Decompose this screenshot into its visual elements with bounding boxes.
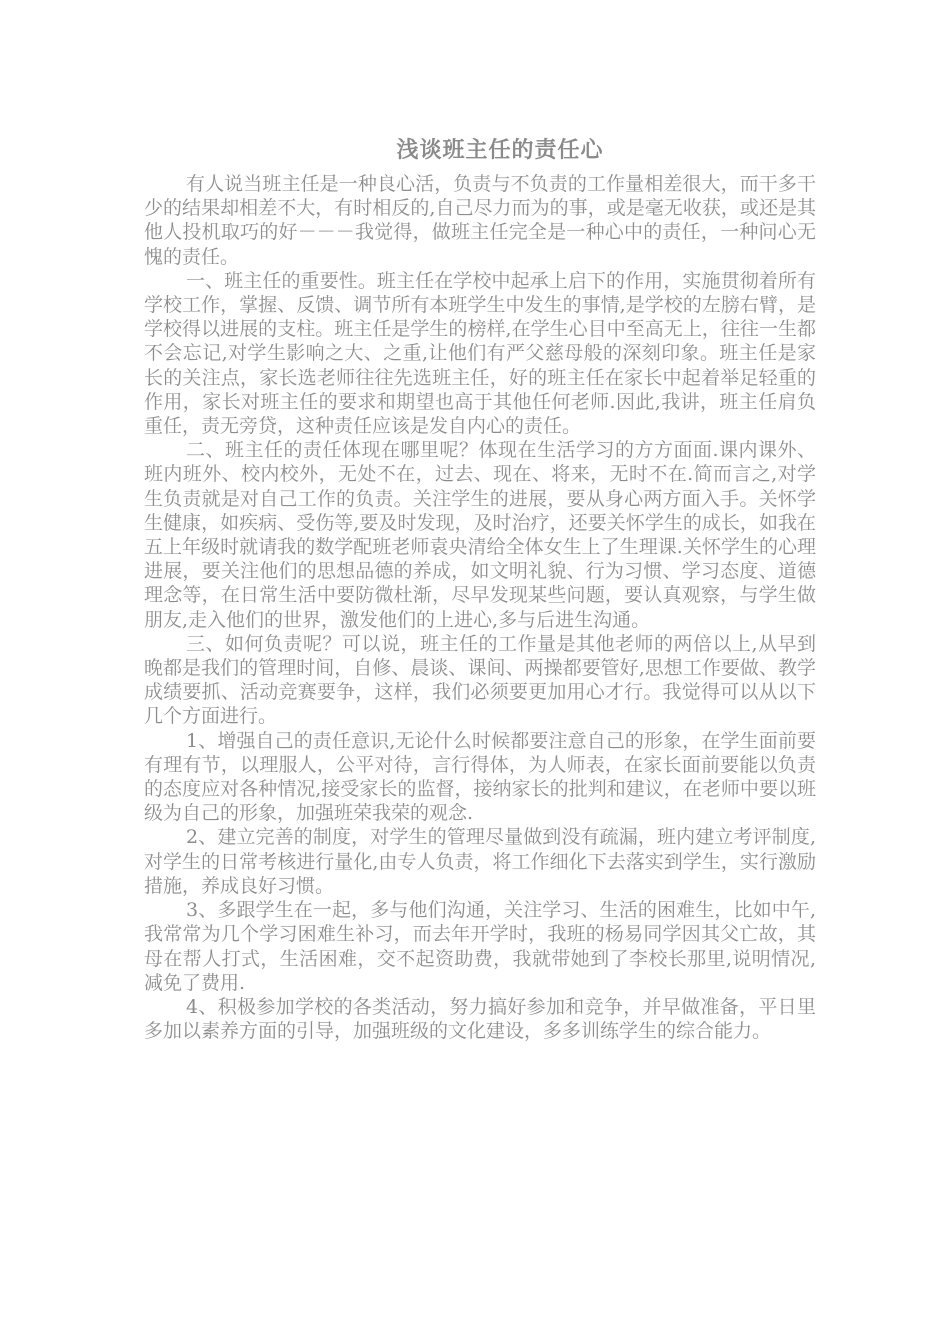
paragraph-responsibility: 二、班主任的责任体现在哪里呢？体现在生活学习的方方面面.课内课外、班内班外、校内校外，无处不在，过去、现在、将来，无时不在.简而言之,对学生负责就是对自己工作的负责。关注学生的进展，要从身心两方面入手。关怀学生健康，如疾病、受伤等,要及时发现，及时治疗，还要关怀学生的成长，如我在五上年级时就请我的数学配班老师袁央清给全体女生上了生理课.关怀学生的心理进展，要关注他们的思想品德的养成，如文明礼貌、行为习惯、学习态度、道德理念等，在日常生活中要防微杜渐，尽早发现某些问题，要认真观察，与学生做朋友,走入他们的世界，激发他们的上进心,多与后进生沟通。: [144, 439, 816, 631]
paragraph-how: 三、如何负责呢？可以说，班主任的工作量是其他老师的两倍以上,从早到晚都是我们的管理时间，自修、晨谈、课间、两操都要管好,思想工作要做、教学成绩要抓、活动竞赛要争，这样，我们必须要更加用心才行。我觉得可以从以下几个方面进行。: [144, 632, 816, 728]
paragraph-point-4: 4、积极参加学校的各类活动，努力搞好参加和竞争，并早做准备，平日里多加以素养方面的引导，加强班级的文化建设，多多训练学生的综合能力。: [144, 995, 816, 1043]
paragraph-intro: 有人说当班主任是一种良心活，负责与不负责的工作量相差很大，而干多干少的结果却相差不大，有时相反的,自己尽力而为的事，或是毫无收获，或还是其他人投机取巧的好－－－我觉得，做班主任完全是一种心中的责任，一种问心无愧的责任。: [144, 173, 816, 268]
document-title: 浅谈班主任的责任心: [396, 137, 604, 163]
paragraph-point-1: 1、增强自己的责任意识,无论什么时候都要注意自己的形象，在学生面前要有理有节，以理服人，公平对待，言行得体，为人师表，在家长面前要能以负责的态度应对各种情况,接受家长的监督，接纳家长的批判和建议，在老师中要以班级为自己的形象，加强班荣我荣的观念.: [144, 729, 816, 825]
document-body: [144, 172, 816, 1043]
paragraph-point-2: 2、建立完善的制度，对学生的管理尽量做到没有疏漏，班内建立考评制度,对学生的日常考核进行量化,由专人负责，将工作细化下去落实到学生，实行激励措施，养成良好习惯。: [144, 826, 816, 897]
paragraph-point-3: 3、多跟学生在一起，多与他们沟通，关注学习、生活的困难生，比如中午,我常常为几个学习困难生补习，而去年开学时，我班的杨易同学因其父亡故，其母在帮人打式，生活困难，交不起资助费，我就带她到了李校长那里,说明情况,减免了费用.: [144, 899, 816, 994]
paragraph-importance: 一、班主任的重要性。班主任在学校中起承上启下的作用，实施贯彻着所有学校工作，掌握、反馈、调节所有本班学生中发生的事情,是学校的左膀右臂，是学校得以进展的支柱。班主任是学生的榜样,在学生心目中至高无上，往往一生都不会忘记,对学生影响之大、之重,让他们有严父慈母般的深刻印象。班主任是家长的关注点，家长选老师往往先选班主任，好的班主任在家长中起着举足轻重的作用，家长对班主任的要求和期望也高于其他任何老师.因此,我讲，班主任肩负重任，责无旁贷，这种责任应该是发自内心的责任。: [144, 269, 816, 438]
